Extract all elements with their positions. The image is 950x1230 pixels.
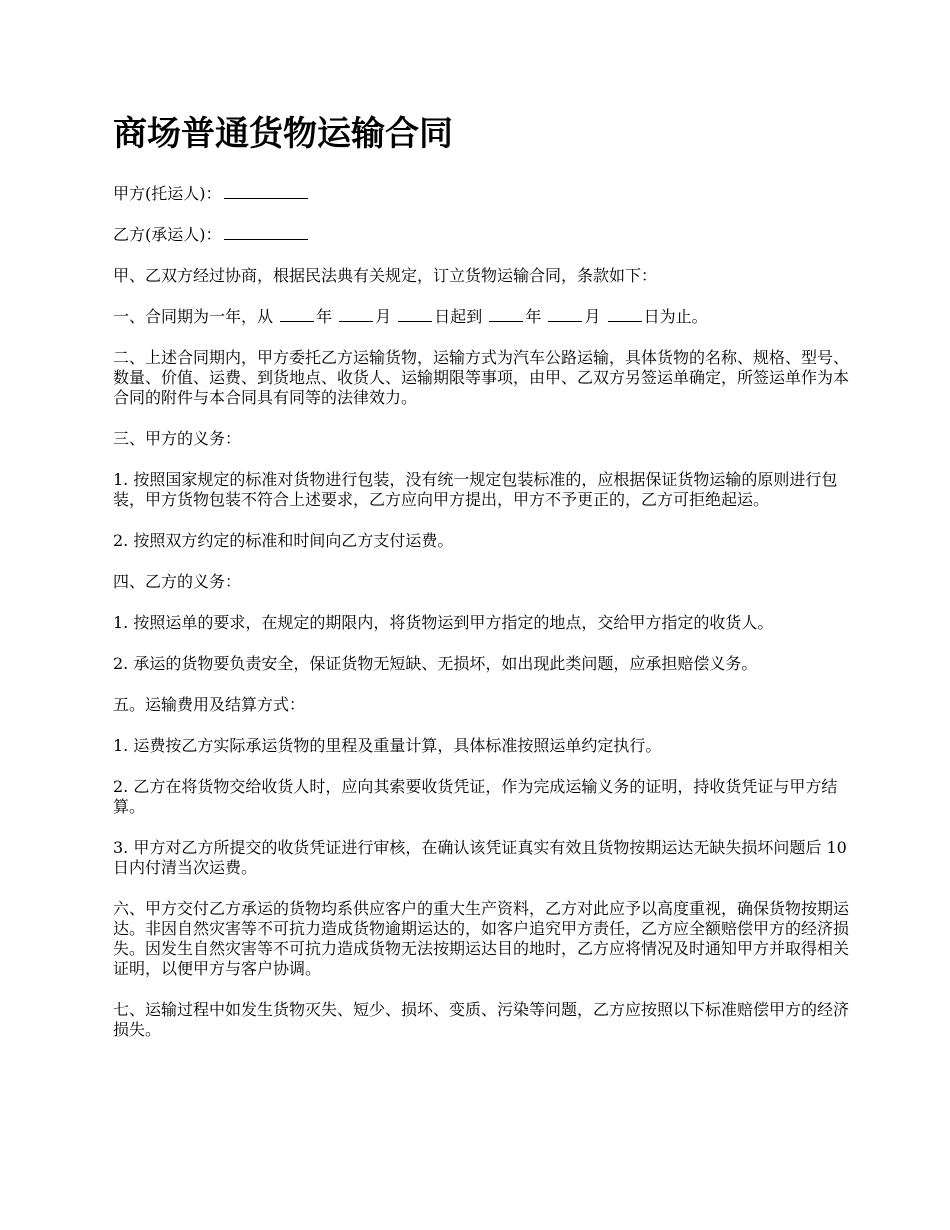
clause-4-title: 四、乙方的义务：: [113, 572, 242, 591]
party-b-blank: [224, 225, 308, 240]
clause-5-item-3: 3. 甲方对乙方所提交的收货凭证进行审核，在确认该凭证真实有效且货物按期运达无缺失损坏问题后 10 日内付清当次运费。: [113, 838, 847, 877]
term-month2: 月: [584, 307, 606, 326]
clause-3-item-2: 2. 按照双方约定的标准和时间向乙方支付运费。: [113, 531, 454, 550]
term-year1: 年: [316, 307, 338, 326]
clause-7: 七、运输过程中如发生货物灭失、短少、损坏、变质、污染等问题，乙方应按照以下标准赔偿甲方的经济损失。: [113, 1000, 850, 1039]
clause-4-item-2: 2. 承运的货物要负责安全，保证货物无短缺、无损坏，如出现此类问题，应承担赔偿义务。: [113, 654, 758, 673]
term-year2: 年: [525, 307, 547, 326]
party-a-label: 甲方(托运人)：: [113, 184, 222, 203]
clause-4-item-1: 1. 按照运单的要求，在规定的期限内，将货物运到甲方指定的地点，交给甲方指定的收货人。: [113, 613, 774, 632]
start-year-blank: [280, 307, 314, 322]
term-clause: [113, 307, 858, 327]
term-day1: 日起到: [434, 307, 488, 326]
clause-5-item-2: 2. 乙方在将货物交给收货人时，应向其索要收货凭证，作为完成运输义务的证明，持收货凭证与甲方结算。: [113, 777, 838, 816]
clause-5-title: 五。运输费用及结算方式：: [113, 695, 306, 714]
contract-page: [113, 112, 858, 1061]
end-year-blank: [489, 307, 523, 322]
clause-3-title: 三、甲方的义务：: [113, 429, 242, 448]
party-b-label: 乙方(承运人)：: [113, 225, 222, 244]
party-a-line: [113, 184, 858, 204]
intro-paragraph: 甲、乙双方经过协商，根据民法典有关规定，订立货物运输合同，条款如下：: [113, 266, 658, 285]
party-a-blank: [224, 184, 308, 199]
clause-6: 六、甲方交付乙方承运的货物均系供应客户的重大生产资料，乙方对此应予以高度重视，确保货物按期运达。非因自然灾害等不可抗力造成货物逾期运达的，如客户追究甲方责任，乙方应全额赔偿甲方的经济损失。因发生自然灾害等不可抗力造成货物无法按期运达目的地时，乙方应将情况及时通知甲方并取得相关证明，以便甲方与客户协调。: [113, 899, 850, 978]
clause-3-item-1: 1. 按照国家规定的标准对货物进行包装，没有统一规定包装标准的，应根据保证货物运输的原则进行包装，甲方货物包装不符合上述要求，乙方应向甲方提出，甲方不予更正的，乙方可拒绝起运。: [113, 470, 838, 509]
start-month-blank: [339, 307, 373, 322]
term-month1: 月: [375, 307, 397, 326]
end-day-blank: [608, 307, 642, 322]
start-day-blank: [398, 307, 432, 322]
clause-5-item-1: 1. 运费按乙方实际承运货物的里程及重量计算，具体标准按照运单约定执行。: [113, 736, 662, 755]
document-title: 商场普通货物运输合同: [113, 114, 453, 154]
term-day2: 日为止。: [643, 307, 708, 326]
term-prefix: 一、合同期为一年，从: [113, 307, 279, 326]
clause-2: 二、上述合同期内，甲方委托乙方运输货物，运输方式为汽车公路运输，具体货物的名称、规格、型号、数量、价值、运费、到货地点、收货人、运输期限等事项，由甲、乙双方另签运单确定，所签运单作为本合同的附件与本合同具有同等的法律效力。: [113, 348, 850, 407]
party-b-line: [113, 225, 858, 245]
end-month-blank: [548, 307, 582, 322]
